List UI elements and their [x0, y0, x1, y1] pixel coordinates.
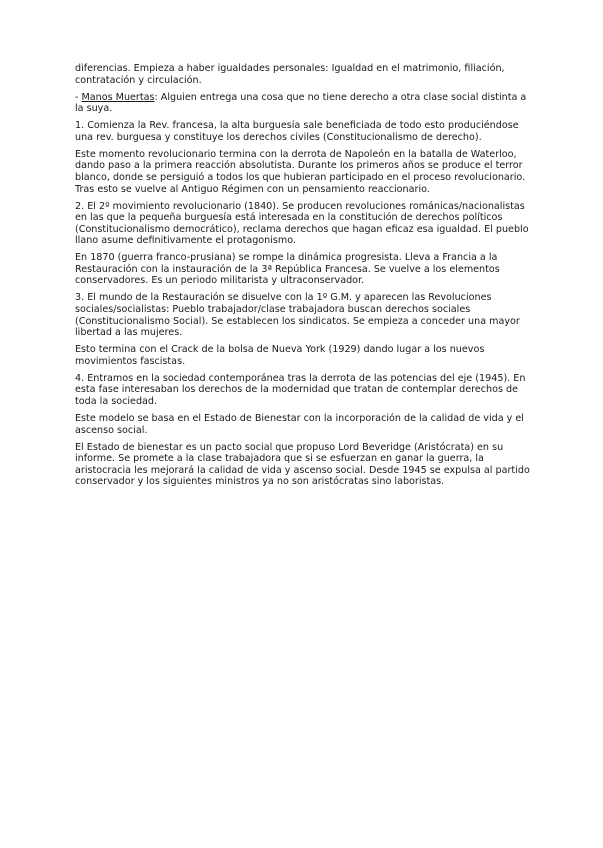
- paragraph-3: 1. Comienza la Rev. francesa, la alta burguesía sale beneficiada de todo esto produciéndose una rev. burguesa y constituye los derechos civiles (Constitucionalismo de derecho).: [75, 120, 519, 143]
- paragraph-11: El Estado de bienestar es un pacto social que propuso Lord Beveridge (Aristócrata) en su informe. Se promete a la clase trabajadora que si se esfuerzan en ganar la guerra, la aristocracia les mejorará la calidad de vida y ascenso social. Desde 1945 se expulsa al partido conservador y los siguientes ministros ya no son aristócratas sino laboristas.: [75, 441, 530, 488]
- paragraph-10: Este modelo se basa en el Estado de Bienestar con la incorporación de la calidad de vida y el ascenso social.: [75, 412, 524, 436]
- term-manos-muertas: Manos Muertas: [81, 91, 155, 103]
- paragraph-manos-muertas: [75, 92, 537, 115]
- paragraph-4: Este momento revolucionario termina con la derrota de Napoleón en la batalla de Waterloo, dando paso a la primera reacción absolutista. Durante los primeros años se produce el terror blanco, donde se persiguió a todos los que hubieran participado en el proceso revolucionario. Tras esto se vuelve al Antiguo Régimen con un pensamiento reaccionario.: [75, 148, 526, 195]
- paragraph-9: 4. Entramos en la sociedad contemporánea tras la derrota de las potencias del eje (1945). En esta fase interesaban los derechos de la modernidad que tratan de contemplar derechos de toda la sociedad.: [75, 372, 526, 407]
- paragraph-7: 3. El mundo de la Restauración se disuelve con la 1º G.M. y aparecen las Revoluciones sociales/socialistas: Pueblo trabajador/clase trabajadora buscan derechos sociales (Constitucionalismo Social). Se establecen los sindicatos. Se empieza a conceder una mayor libertad a las mujeres.: [75, 292, 520, 339]
- bullet-prefix: -: [75, 91, 82, 103]
- paragraph-1: diferencias. Empieza a haber igualdades personales: Igualdad en el matrimonio, filiación, contratación y circulación.: [75, 63, 505, 86]
- paragraph-8: Esto termina con el Crack de la bolsa de Nueva York (1929) dando lugar a los nuevos movimientos fascistas.: [75, 344, 485, 367]
- paragraph-6: En 1870 (guerra franco-prusiana) se rompe la dinámica progresista. Lleva a Francia a la Restauración con la instauración de la 3ª República Francesa. Se vuelve a los elementos conservadores. Es un periodo militarista y ultraconservador.: [75, 252, 500, 287]
- document-page: [75, 63, 537, 493]
- definition-text: : Alguien entrega una cosa que no tiene derecho a otra clase social distinta a la suya.: [75, 91, 527, 115]
- paragraph-5: 2. El 2º movimiento revolucionario (1840). Se producen revoluciones románicas/nacionalistas en las que la pequeña burguesía está interesada en la constitución de derechos políticos (Constitucionalismo democrático), reclama derechos que hagan eficaz esa igualdad. El pueblo llano asume definitivamente el protagonismo.: [75, 200, 529, 247]
